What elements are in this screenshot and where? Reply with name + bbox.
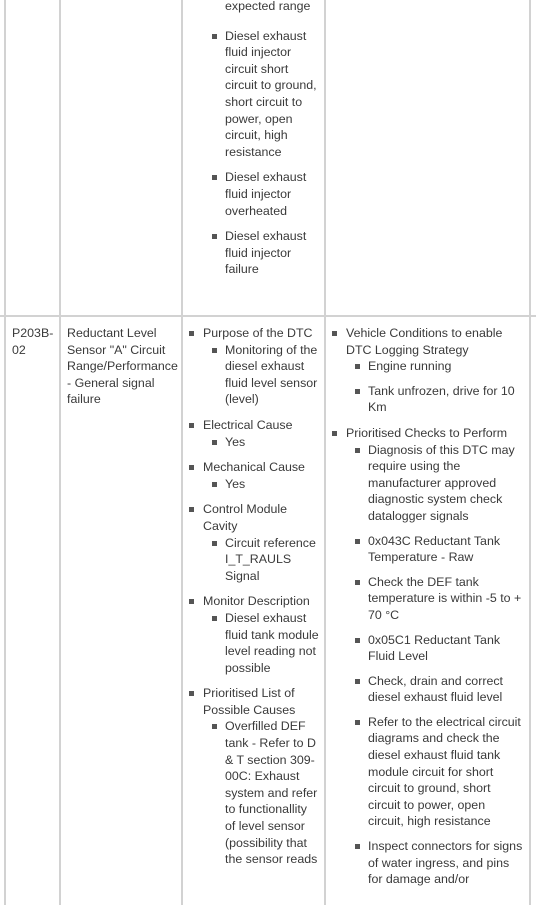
bullet-icon (212, 175, 217, 180)
item-label: Purpose of the DTC (203, 326, 313, 340)
column-border (181, 0, 183, 905)
sub-list-item (346, 838, 524, 888)
sub-item-text: Tank unfrozen, drive for 10 Km (368, 383, 515, 415)
cause-text: Diesel exhaust fluid injector overheated (225, 170, 307, 218)
sub-item-text: 0x043C Reductant Tank Temperature - Raw (368, 533, 501, 565)
bullet-icon (189, 691, 194, 696)
bullet-icon (189, 465, 194, 470)
sub-list (203, 610, 319, 676)
bullet-icon (355, 539, 360, 544)
item-label: Control Module Cavity (203, 502, 288, 533)
bullet-icon (355, 844, 360, 849)
top-details-cell (190, 0, 320, 287)
sub-item-text: Engine running (368, 359, 452, 374)
sub-item-text: Monitoring of the diesel exhaust fluid level sensor (level) (225, 342, 318, 407)
sub-item-text: Diesel exhaust fluid tank module level reading not possible (225, 610, 319, 675)
details-list (189, 325, 319, 868)
dtc-actions-cell (332, 325, 524, 897)
row-divider (0, 315, 536, 317)
sub-item-text: Yes (225, 476, 246, 491)
sub-list (203, 342, 319, 408)
sub-list-item (346, 574, 524, 624)
bullet-icon (212, 724, 217, 729)
item-label: Prioritised Checks to Perform (346, 425, 508, 440)
dtc-code-cell (12, 325, 56, 358)
bullet-icon (189, 423, 194, 428)
sub-list-item (203, 476, 319, 493)
list-item (189, 325, 319, 408)
sub-item-text: 0x05C1 Reductant Tank Fluid Level (368, 632, 501, 664)
cause-list-item (190, 28, 320, 161)
sub-list-item (346, 358, 524, 375)
sub-list-item (203, 342, 319, 408)
bullet-icon (212, 541, 217, 546)
sub-list-item (346, 673, 524, 706)
sub-item-text: Yes (225, 434, 246, 449)
sub-list-item (346, 383, 524, 416)
list-item (332, 425, 524, 888)
sub-list-item (203, 610, 319, 676)
top-cause-list (190, 28, 320, 278)
sub-list (203, 434, 319, 451)
dtc-details-cell (189, 325, 319, 877)
list-item (189, 501, 319, 584)
sub-list-item (203, 718, 319, 867)
list-item (189, 685, 319, 868)
item-label: Vehicle Conditions to enable DTC Logging Strategy (346, 326, 503, 357)
sub-item-text: Overfilled DEF tank - Refer to D & T section 309-00C: Exhaust system and refer to functionallity of level sensor (possibility that the sensor reads (225, 719, 318, 867)
bullet-icon (189, 507, 194, 512)
bullet-icon (355, 679, 360, 684)
column-border (4, 0, 6, 905)
bullet-icon (355, 389, 360, 394)
sub-list-item (203, 434, 319, 451)
bullet-icon (212, 482, 217, 487)
bullet-icon (355, 580, 360, 585)
dtc-code: P203B-02 (12, 326, 54, 357)
sub-list (203, 476, 319, 493)
sub-list (346, 358, 524, 416)
bullet-icon (212, 440, 217, 445)
bullet-icon (189, 599, 194, 604)
item-label: Monitor Description (203, 594, 310, 609)
bullet-icon (355, 720, 360, 725)
bullet-icon (355, 364, 360, 369)
cause-text: Diesel exhaust fluid injector circuit short circuit to ground, short circuit to power, open circuit, high resistance (225, 28, 317, 159)
bullet-icon (332, 431, 337, 436)
sub-list-item (346, 442, 524, 525)
sub-list-item (203, 535, 319, 585)
sub-item-text: Inspect connectors for signs of water ingress, and pins for damage and/or (368, 839, 523, 887)
cause-list-item (190, 228, 320, 278)
item-label: Mechanical Cause (203, 460, 305, 475)
dtc-description-cell (67, 325, 179, 408)
item-label: Electrical Cause (203, 417, 293, 432)
sub-list-item (346, 714, 524, 830)
sub-item-text: Circuit reference I_T_RAULS Signal (225, 535, 316, 583)
bullet-icon (212, 348, 217, 353)
sub-item-text: Check, drain and correct diesel exhaust fluid level (368, 673, 503, 705)
sub-list (203, 718, 319, 867)
sub-item-text: Diagnosis of this DTC may require using the manufacturer approved diagnostic system check datalogger signals (368, 442, 515, 523)
bullet-icon (212, 234, 217, 239)
bullet-icon (355, 448, 360, 453)
cause-text: Diesel exhaust fluid injector failure (225, 229, 307, 277)
bullet-icon (355, 638, 360, 643)
sub-list (203, 535, 319, 585)
bullet-icon (212, 616, 217, 621)
cause-list-item (190, 169, 320, 219)
sub-list-item (346, 533, 524, 566)
list-item (189, 417, 319, 450)
list-item (189, 459, 319, 492)
bullet-icon (332, 331, 337, 336)
continued-text: expected range (225, 0, 311, 13)
dtc-description: Reductant Level Sensor "A" Circuit Range/Performance - General signal failure (67, 326, 178, 407)
bullet-icon (212, 34, 217, 39)
sub-list (346, 442, 524, 888)
column-border (324, 0, 326, 905)
item-label: Prioritised List of Possible Causes (203, 686, 296, 717)
bullet-icon (189, 331, 194, 336)
sub-list-item (346, 632, 524, 665)
column-border (529, 0, 531, 905)
column-border (59, 0, 61, 905)
list-item (189, 593, 319, 676)
sub-item-text: Check the DEF tank temperature is within -5 to + 70 °C (368, 574, 522, 622)
sub-item-text: Refer to the electrical circuit diagrams and check the diesel exhaust fluid tank module circuit for short circuit to ground, short circuit to power, open circuit, high resistance (368, 714, 521, 829)
list-item (332, 325, 524, 416)
actions-list (332, 325, 524, 888)
